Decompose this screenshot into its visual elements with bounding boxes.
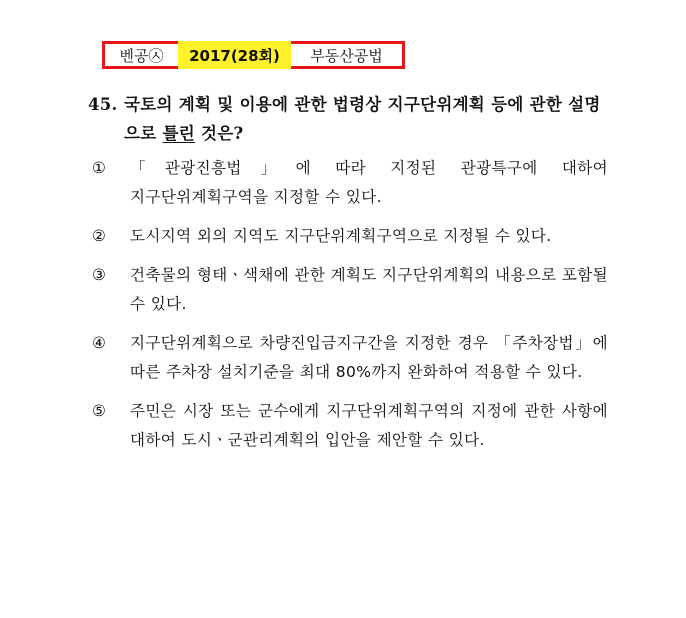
exam-year-tag: 2017(28회) (178, 41, 291, 69)
answer-option-2[interactable] (88, 222, 608, 251)
answer-option-3[interactable] (88, 261, 608, 319)
question-number: 45. (88, 95, 118, 114)
option-text: 도시지역 외의 지역도 지구단위계획구역으로 지정될 수 있다. (130, 227, 552, 245)
question-stem (88, 90, 608, 148)
question-text (124, 90, 608, 148)
answer-option-5[interactable] (88, 397, 608, 455)
option-text: 지구단위계획으로 차량진입금지구간을 지정한 경우 「주차장법」에 따른 주차장 설치기준을 최대 80%까지 완화하여 적용할 수 있다. (130, 334, 608, 381)
subject-tag: 벤공㉦ (102, 41, 178, 69)
answer-options (88, 154, 608, 455)
option-text: 「관광진흥법」에 따라 지정된 관광특구에 대하여 지구단위계획구역을 지정할 수 있다. (130, 159, 608, 206)
course-tag: 부동산공법 (291, 41, 405, 69)
answer-option-1[interactable] (88, 154, 608, 212)
option-marker: ④ (92, 334, 107, 352)
question-text-lead: 국토의 계획 및 이용에 관한 법령상 지구단위계획 등에 관한 설명으로 (124, 95, 601, 143)
option-marker: ① (92, 159, 107, 177)
option-marker: ⑤ (92, 402, 107, 420)
option-marker: ③ (92, 266, 107, 284)
option-text: 주민은 시장 또는 군수에게 지구단위계획구역의 지정에 관한 사항에 대하여 도시ㆍ군관리계획의 입안을 제안할 수 있다. (130, 402, 608, 449)
question-block (88, 90, 608, 465)
question-emphasis-word: 틀린 (162, 124, 196, 143)
answer-option-4[interactable] (88, 329, 608, 387)
header-tag-strip (102, 41, 405, 69)
option-marker: ② (92, 227, 107, 245)
option-text: 건축물의 형태ㆍ색채에 관한 계획도 지구단위계획의 내용으로 포함될 수 있다. (130, 266, 608, 313)
question-text-tail: 것은? (195, 124, 244, 143)
